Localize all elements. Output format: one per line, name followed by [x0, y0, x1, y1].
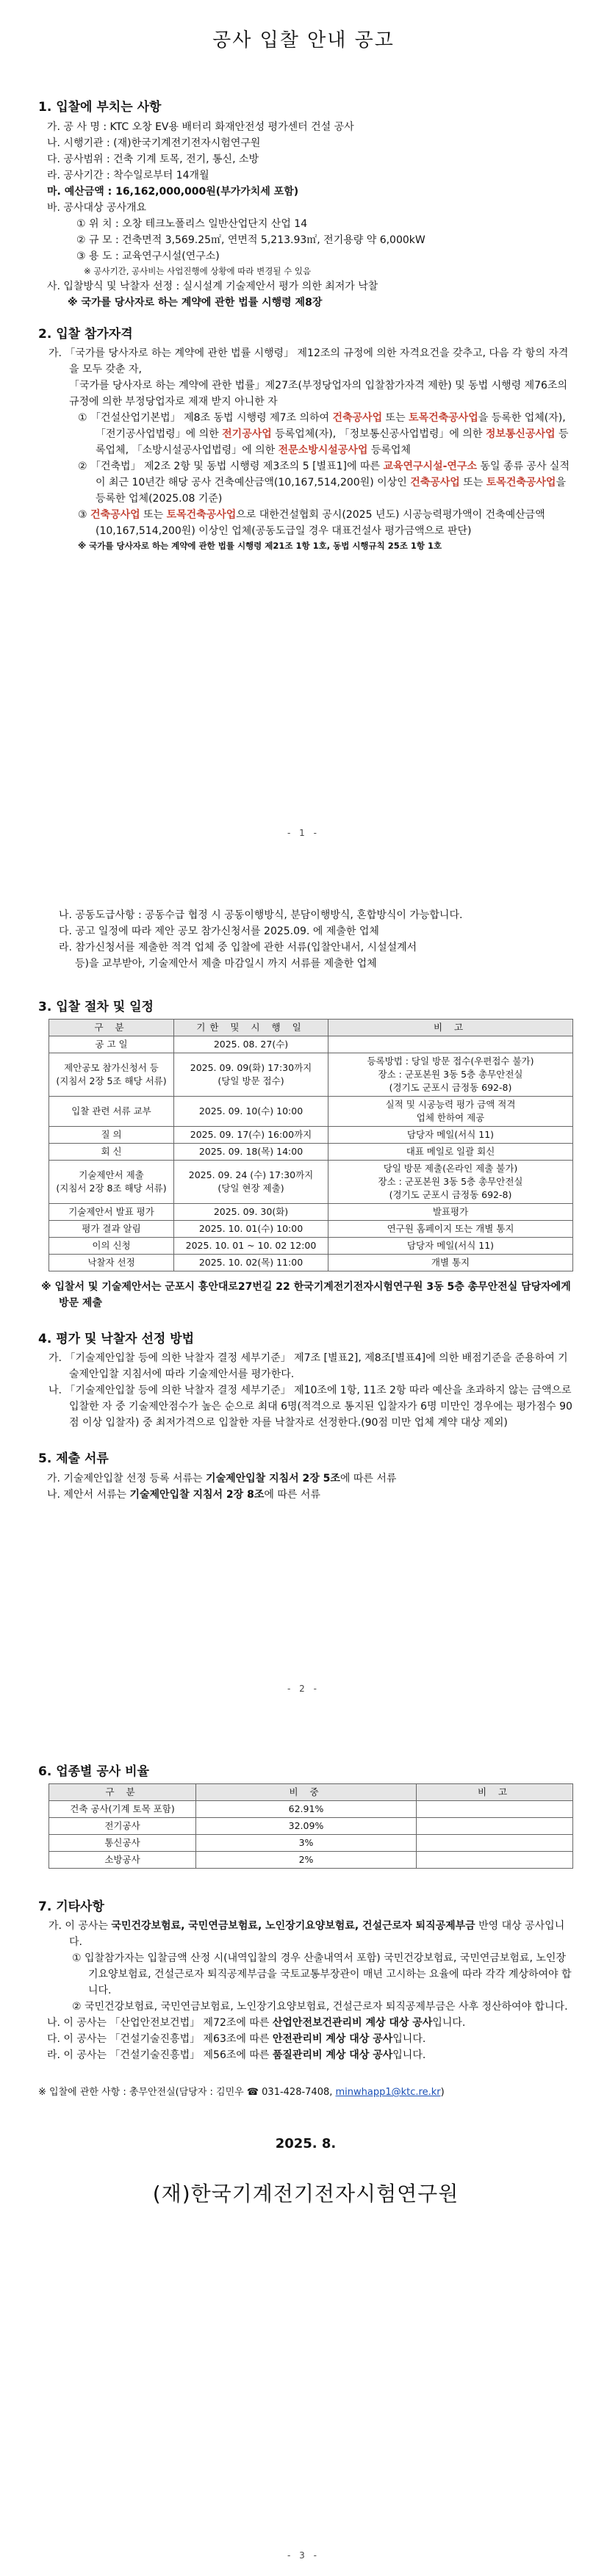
s1-item-e: 마. 예산금액 : 16,162,000,000원(부가가치세 포함) — [47, 185, 299, 198]
schedule-cell-category: 입찰 관련 서류 교부 — [49, 1096, 174, 1126]
page-number-1: - 1 - — [287, 828, 320, 838]
ratio-cell-share: 62.91% — [196, 1800, 417, 1817]
schedule-cell-date: 2025. 10. 02(목) 11:00 — [174, 1254, 328, 1271]
schedule-col-category: 구 분 — [49, 1019, 174, 1036]
s4-item-na: 나. 「기술제안입찰 등에 의한 낙찰자 결정 세부기준」 제10조에 1항, 11조 2항 따라 예산을 초과하지 않는 금액으로 입찰한 자 중 기술제안점수가 높은 순으로 최대 6명(적격으로 통지된 입찰자가 6명 미만인 경우에는 평가점수 90점 이상 입찰자) 중 최저가격으로 입찰한 자를 낙찰자로 선정한다.(90점 미만 업체 계약 대상 제외) — [49, 1385, 572, 1429]
section-2-continued — [38, 907, 573, 1503]
schedule-cell-date: 2025. 08. 27(수) — [174, 1036, 328, 1053]
section-1-heading: 1. 입찰에 부치는 사항 — [38, 100, 162, 115]
s1-item-f1: ① 위 치 : 오창 테크노폴리스 일반산업단지 산업 14 — [76, 217, 308, 230]
s2-qual-3: ③ 건축공사업 또는 토목건축공사업으로 대한건설협회 공시(2025 년도) 시공능력평가액이 건축예산금액(10,167,514,200원) 이상인 업체(공동도급일 경우 대표건설사 평가금액으로 판단) — [78, 509, 545, 537]
schedule-cell-date: 2025. 09. 30(화) — [174, 1203, 328, 1220]
document-title: 공사 입찰 안내 공고 — [212, 29, 395, 51]
schedule-cell-date: 2025. 09. 10(수) 10:00 — [174, 1096, 328, 1126]
s2-item-ra: 라. 참가신청서를 제출한 적격 업체 중 입찰에 관한 서류(입찰안내서, 시설설계서 — [59, 942, 417, 953]
schedule-row — [49, 1160, 573, 1203]
schedule-cell-category: 제안공모 참가신청서 등 (지침서 2장 5조 해당 서류) — [49, 1053, 174, 1096]
s7-item-da: 다. 이 공사는 「건설기술진흥법」 제63조에 따른 안전관리비 계상 대상 공사입니다. — [47, 2033, 426, 2045]
s7-item-ra: 라. 이 공사는 「건설기술진흥법」 제56조에 따른 품질관리비 계상 대상 공사입니다. — [47, 2049, 426, 2061]
schedule-cell-note: 담당자 메일(서식 11) — [328, 1126, 573, 1143]
ratio-row — [49, 1851, 573, 1868]
section-3-heading: 3. 입찰 절차 및 일정 — [38, 1000, 154, 1014]
schedule-cell-category: 공 고 일 — [49, 1036, 174, 1053]
page-2 — [0, 856, 607, 1711]
s2-item-ra-2: 등)을 교부받아, 기술제안서 제출 마감일시 까지 서류를 제출한 업체 — [75, 958, 377, 970]
section-1 — [38, 88, 573, 553]
schedule-col-note: 비 고 — [328, 1019, 573, 1036]
contact-info: ※ 입찰에 관한 사항 : 총무안전실(담당자 : 김민우 ☎ 031-428-7408, minwhapp1@ktc.re.kr) — [38, 2087, 445, 2098]
s5-item-ga: 가. 기술제안입찰 선정 등록 서류는 기술제안입찰 지침서 2장 5조에 따른 서류 — [47, 1472, 397, 1484]
s1-item-f: 바. 공사대상 공사개요 — [47, 201, 147, 214]
schedule-cell-note: 연구원 홈페이지 또는 개별 통지 — [328, 1220, 573, 1237]
ratio-cell-category: 건축 공사(기계 토목 포함) — [49, 1800, 196, 1817]
s1-item-g: 사. 입찰방식 및 낙찰자 선정 : 실시설계 기술제안서 평가 의한 최저가 낙찰 — [47, 280, 378, 292]
ratio-cell-share: 3% — [196, 1834, 417, 1851]
schedule-row — [49, 1237, 573, 1254]
schedule-cell-category: 기술제안서 발표 평가 — [49, 1203, 174, 1220]
s2-qual-1: ① 「건설산업기본법」 제8조 동법 시행령 제7조 의하여 건축공사업 또는 토목건축공사업을 등록한 업체(자), 「전기공사업법령」에 의한 전기공사업 등록업체(자), 「정보통신공사업법령」에 의한 정보통신공사업 등록업체, 「소방시설공사업법령」에 의한 전문소방시설공사업 등록업체 — [78, 412, 569, 456]
schedule-cell-date: 2025. 09. 09(화) 17:30까지 (당일 방문 접수) — [174, 1053, 328, 1096]
section-7-heading: 7. 기타사항 — [38, 1899, 104, 1914]
schedule-cell-date: 2025. 09. 24 (수) 17:30까지 (당일 현장 제출) — [174, 1160, 328, 1203]
ratio-table — [49, 1783, 573, 1869]
s2-note: ※ 국가를 당사자로 하는 계약에 관한 법률 시행령 제21조 1항 1호, 동법 시행규칙 25조 1항 1호 — [78, 541, 442, 551]
section-2-heading: 2. 입찰 참가자격 — [38, 326, 133, 342]
schedule-cell-date: 2025. 10. 01(수) 10:00 — [174, 1220, 328, 1237]
schedule-row — [49, 1126, 573, 1143]
ratio-cell-note — [417, 1817, 573, 1834]
schedule-cell-category: 회 신 — [49, 1143, 174, 1160]
schedule-table-header — [49, 1019, 573, 1036]
announcement-date: 2025. 8. — [275, 2135, 337, 2151]
s2-item-na: 나. 공동도급사항 : 공동수급 협정 시 공동이행방식, 분담이행방식, 혼합방식이 가능합니다. — [59, 909, 463, 921]
schedule-cell-date: 2025. 09. 17(수) 16:00까지 — [174, 1126, 328, 1143]
s5-item-na: 나. 제안서 서류는 기술제안입찰 지침서 2장 8조에 따른 서류 — [47, 1488, 320, 1501]
organization-name: (재)한국기계전기전자시험연구원 — [152, 2181, 459, 2206]
schedule-cell-note: 등록방법 : 당일 방문 접수(우편접수 불가) 장소 : 군포본원 3동 5층 총무안전실 (경기도 군포시 금정동 692-8) — [328, 1053, 573, 1096]
schedule-cell-note: 담당자 메일(서식 11) — [328, 1237, 573, 1254]
schedule-cell-category: 낙찰자 선정 — [49, 1254, 174, 1271]
ratio-cell-note — [417, 1851, 573, 1868]
ratio-table-header — [49, 1783, 573, 1800]
schedule-row — [49, 1096, 573, 1126]
s1-note: ※ 공사기간, 공사비는 사업진행에 상황에 따라 변경될 수 있음 — [84, 265, 312, 276]
s4-item-ga: 가. 「기술제안입찰 등에 의한 낙찰자 결정 세부기준」 제7조 [별표2], 제8조[별표4]에 의한 배점기준을 준용하여 기술제안입찰 지침서에 따라 기술제안서를 평가한다. — [49, 1352, 568, 1380]
schedule-row — [49, 1143, 573, 1160]
schedule-row — [49, 1036, 573, 1053]
schedule-cell-note: 실적 및 시공능력 평가 금액 적격 업체 한하여 제공 — [328, 1096, 573, 1126]
s3-note: ※ 입찰서 및 기술제안서는 군포시 흥안대로27번길 22 한국기계전기전자시험연구원 3동 5층 총무안전실 담당자에게 방문 제출 — [41, 1280, 571, 1309]
s1-item-f2: ② 규 모 : 건축면적 3,569.25㎡, 연면적 5,213.93㎡, 전기용량 약 6,000kW — [76, 234, 425, 246]
s1-item-b: 나. 시행기관 : (재)한국기계전기전자시험연구원 — [47, 137, 261, 149]
schedule-cell-category: 기술제안서 제출 (지침서 2장 8조 해당 서류) — [49, 1160, 174, 1203]
ratio-cell-note — [417, 1800, 573, 1817]
s1-item-f3: ③ 용 도 : 교육연구시설(연구소) — [76, 250, 220, 262]
s2-item-da: 다. 공고 일정에 따라 제안 공모 참가신청서를 2025.09. 에 제출한 업체 — [59, 926, 379, 937]
ratio-cell-category: 통신공사 — [49, 1834, 196, 1851]
section-5-heading: 5. 제출 서류 — [38, 1451, 109, 1466]
s1-item-a: 가. 공 사 명 : KTC 오창 EV용 배터리 화재안전성 평가센터 건설 공사 — [47, 120, 354, 133]
contact-email-link[interactable]: minwhapp1@ktc.re.kr — [335, 2087, 441, 2098]
ratio-row — [49, 1800, 573, 1817]
ratio-cell-share: 32.09% — [196, 1817, 417, 1834]
schedule-row — [49, 1053, 573, 1096]
section-6 — [38, 1753, 573, 2209]
page-number-2: - 2 - — [287, 1684, 320, 1694]
ratio-cell-category: 소방공사 — [49, 1851, 196, 1868]
ratio-cell-share: 2% — [196, 1851, 417, 1868]
schedule-cell-category: 이의 신청 — [49, 1237, 174, 1254]
s2-qual-2: ② 「건축법」 제2조 2항 및 동법 시행령 제3조의 5 [별표1]에 따른 교육연구시설-연구소 동일 종류 공사 실적이 최근 10년간 해당 공사 건축예산금액(10,167,514,200원) 이상인 건축공사업 또는 토목건축공사업을 등록한 업체(2025.08 기준) — [78, 461, 570, 505]
schedule-cell-category: 평가 결과 알림 — [49, 1220, 174, 1237]
ratio-col-share: 비 중 — [196, 1783, 417, 1800]
schedule-col-date: 기한 및 시 행 일 — [174, 1019, 328, 1036]
schedule-cell-note: 발표평가 — [328, 1203, 573, 1220]
s2-para-1: 가. 「국가를 당사자로 하는 계약에 관한 법률 시행령」 제12조의 규정에 의한 자격요건을 갖추고, 다음 각 항의 자격을 모두 갖춘 자, — [49, 347, 569, 375]
schedule-table — [49, 1019, 573, 1271]
schedule-cell-note: 대표 메일로 일괄 회신 — [328, 1143, 573, 1160]
schedule-cell-date: 2025. 09. 18(목) 14:00 — [174, 1143, 328, 1160]
s7-item-ga: 가. 이 공사는 국민건강보험료, 국민연금보험료, 노인장기요양보험료, 건설근로자 퇴직공제부금 반영 대상 공사입니다. — [49, 1920, 565, 1948]
ratio-row — [49, 1834, 573, 1851]
s1-item-g-note: ※ 국가를 당사자로 하는 계약에 관한 법률 시행령 제8장 — [68, 296, 323, 309]
section-4-heading: 4. 평가 및 낙찰자 선정 방법 — [38, 1331, 195, 1346]
s1-item-d: 라. 공사기간 : 착수일로부터 14개월 — [47, 169, 209, 181]
s7-item-ga-1: ① 입찰참가자는 입찰금액 산정 시(내역입찰의 경우 산출내역서 포함) 국민건강보험료, 국민연금보험료, 노인장기요양보험료, 건설근로자 퇴직공제부금을 국토교통부장관이 매년 고시하는 요율에 따라 각각 계상하여야 합니다. — [72, 1952, 572, 1996]
ratio-col-category: 구 분 — [49, 1783, 196, 1800]
ratio-cell-category: 전기공사 — [49, 1817, 196, 1834]
s7-item-ga-2: ② 국민건강보험료, 국민연금보험료, 노인장기요양보험료, 건설근로자 퇴직공제부금은 사후 정산하여야 합니다. — [72, 2001, 568, 2013]
schedule-row — [49, 1203, 573, 1220]
schedule-row — [49, 1220, 573, 1237]
s1-item-c: 다. 공사범위 : 건축 기계 토목, 전기, 통신, 소방 — [47, 153, 259, 165]
s7-item-na: 나. 이 공사는 「산업안전보건법」 제72조에 따른 산업안전보건관리비 계상 대상 공사입니다. — [47, 2017, 466, 2029]
schedule-cell-category: 질 의 — [49, 1126, 174, 1143]
page-1 — [0, 0, 607, 856]
schedule-cell-note: 개별 통지 — [328, 1254, 573, 1271]
ratio-cell-note — [417, 1834, 573, 1851]
schedule-cell-note: 당일 방문 제출(온라인 제출 불가) 장소 : 군포본원 3동 5층 총무안전실 (경기도 군포시 금정동 692-8) — [328, 1160, 573, 1203]
page-3 — [0, 1711, 607, 2576]
page-number-3: - 3 - — [287, 2550, 320, 2561]
section-6-heading: 6. 업종별 공사 비율 — [38, 1764, 149, 1779]
schedule-row — [49, 1254, 573, 1271]
schedule-cell-date: 2025. 10. 01 ~ 10. 02 12:00 — [174, 1237, 328, 1254]
schedule-cell-note — [328, 1036, 573, 1053]
s2-para-2: 「국가를 당사자로 하는 계약에 관한 법률」제27조(부정당업자의 입찰참가자격 제한) 및 동법 시행령 제76조의 규정에 의한 부정당업자로 제재 받지 아니한 자 — [69, 380, 567, 408]
ratio-col-note: 비 고 — [417, 1783, 573, 1800]
ratio-row — [49, 1817, 573, 1834]
